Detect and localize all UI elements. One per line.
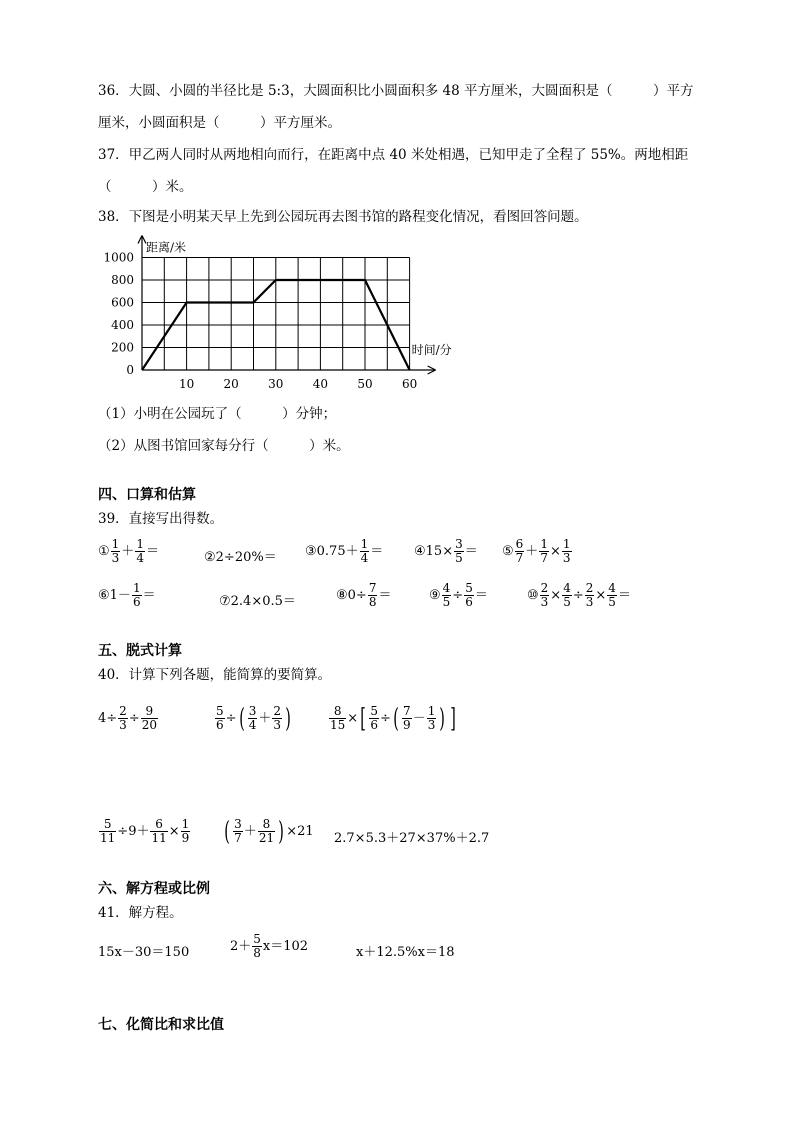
x-axis-label: 时间/分	[411, 343, 452, 357]
q39-prompt: 39．直接写出得数。	[98, 511, 224, 527]
x-tick-label: 60	[401, 377, 418, 391]
x-tick-label: 30	[268, 377, 284, 391]
section-4-title: 四、口算和估算	[98, 487, 196, 503]
y-tick-label: 0	[126, 363, 134, 377]
y-tick-label: 400	[111, 318, 134, 332]
oral-4: ④15× $\frac{3}{5}$ ＝	[414, 537, 478, 565]
x-tick-label: 20	[223, 377, 239, 391]
oral-5: ⑤ $\frac{6}{7}$ ＋ $\frac{1}{7}$ × $\frac{1}{3}$	[502, 537, 571, 565]
oral-7: ⑦2.4×0.5＝	[219, 594, 296, 609]
section-5-title: 五、脱式计算	[98, 643, 182, 659]
x-tick-label: 40	[312, 377, 329, 391]
oral-10: ⑩ $\frac{2}{3}$ × $\frac{4}{5}$ ÷ $\frac{2}{3}$ × $\frac{4}{5}$ ＝	[527, 581, 631, 609]
y-tick-label: 800	[111, 273, 134, 287]
calc-d: $\frac{5}{11}$ ÷9＋ $\frac{6}{11}$ × $\frac{1}{9}$	[100, 817, 190, 845]
q40-prompt: 40．计算下列各题，能简算的要简算。	[98, 667, 332, 683]
calc-a: 4÷ $\frac{2}{3}$ ÷ $\frac{9}{20}$	[98, 704, 157, 732]
q38-sub2: （2）从图书馆回家每分行（ ）米。	[98, 438, 350, 454]
x-tick-label: 10	[178, 377, 195, 391]
y-axis-label: 距离/米	[146, 240, 187, 255]
q37-line2: （ ）米。	[98, 179, 193, 195]
section-7-title: 七、化简比和求比值	[98, 1017, 224, 1033]
oral-8: ⑧0÷ $\frac{7}{8}$ ＝	[336, 581, 392, 609]
x-tick-label: 50	[357, 377, 373, 391]
y-tick-label: 1000	[103, 250, 134, 265]
q36-line1: 36．大圆、小圆的半径比是 5:3，大圆面积比小圆面积多 48 平方厘米，大圆面积是（ ）平方	[98, 83, 694, 99]
equation-1: 15x－30＝150	[98, 945, 190, 960]
calc-f: 2.7×5.3＋27×37%＋2.7	[334, 831, 490, 846]
calc-c: $\frac{8}{15}$ ×[ $\frac{5}{6}$ ÷( $\frac{7}{9}$ － $\frac{1}{3}$ ) ]	[330, 703, 456, 734]
oral-2: ②2÷20%＝	[204, 550, 277, 565]
oral-3: ③0.75＋ $\frac{1}{4}$ ＝	[305, 537, 384, 565]
q37-line1: 37．甲乙两人同时从两地相向而行，在距离中点 40 米处相遇，已知甲走了全程了 55%。两地相距	[98, 147, 689, 163]
equation-2: 2＋ $\frac{5}{8}$ x＝102	[230, 932, 309, 960]
oral-1: ① $\frac{1}{3}$ ＋ $\frac{1}{4}$ ＝	[98, 537, 159, 565]
q41-prompt: 41．解方程。	[98, 905, 183, 921]
section-6-title: 六、解方程或比例	[98, 881, 210, 897]
equation-3: x＋12.5%x＝18	[356, 945, 455, 960]
calc-e: ( $\frac{3}{7}$ ＋ $\frac{8}{21}$ ) ×21	[224, 816, 314, 847]
distance-time-chart	[100, 234, 480, 398]
y-tick-label: 600	[111, 295, 134, 310]
calc-b: $\frac{5}{6}$ ÷( $\frac{3}{4}$ ＋ $\frac{2}{3}$ )	[216, 703, 291, 734]
q38-line1: 38．下图是小明某天早上先到公园玩再去图书馆的路程变化情况，看图回答问题。	[98, 209, 588, 225]
q36-line2: 厘米，小圆面积是（ ）平方厘米。	[98, 115, 341, 131]
q38-sub1: （1）小明在公园玩了（ ）分钟；	[98, 406, 337, 422]
oral-9: ⑨ $\frac{4}{5}$ ÷ $\frac{5}{6}$ ＝	[429, 581, 488, 609]
y-tick-label: 200	[111, 340, 134, 355]
oral-6: ⑥1－ $\frac{1}{6}$ ＝	[98, 581, 156, 609]
